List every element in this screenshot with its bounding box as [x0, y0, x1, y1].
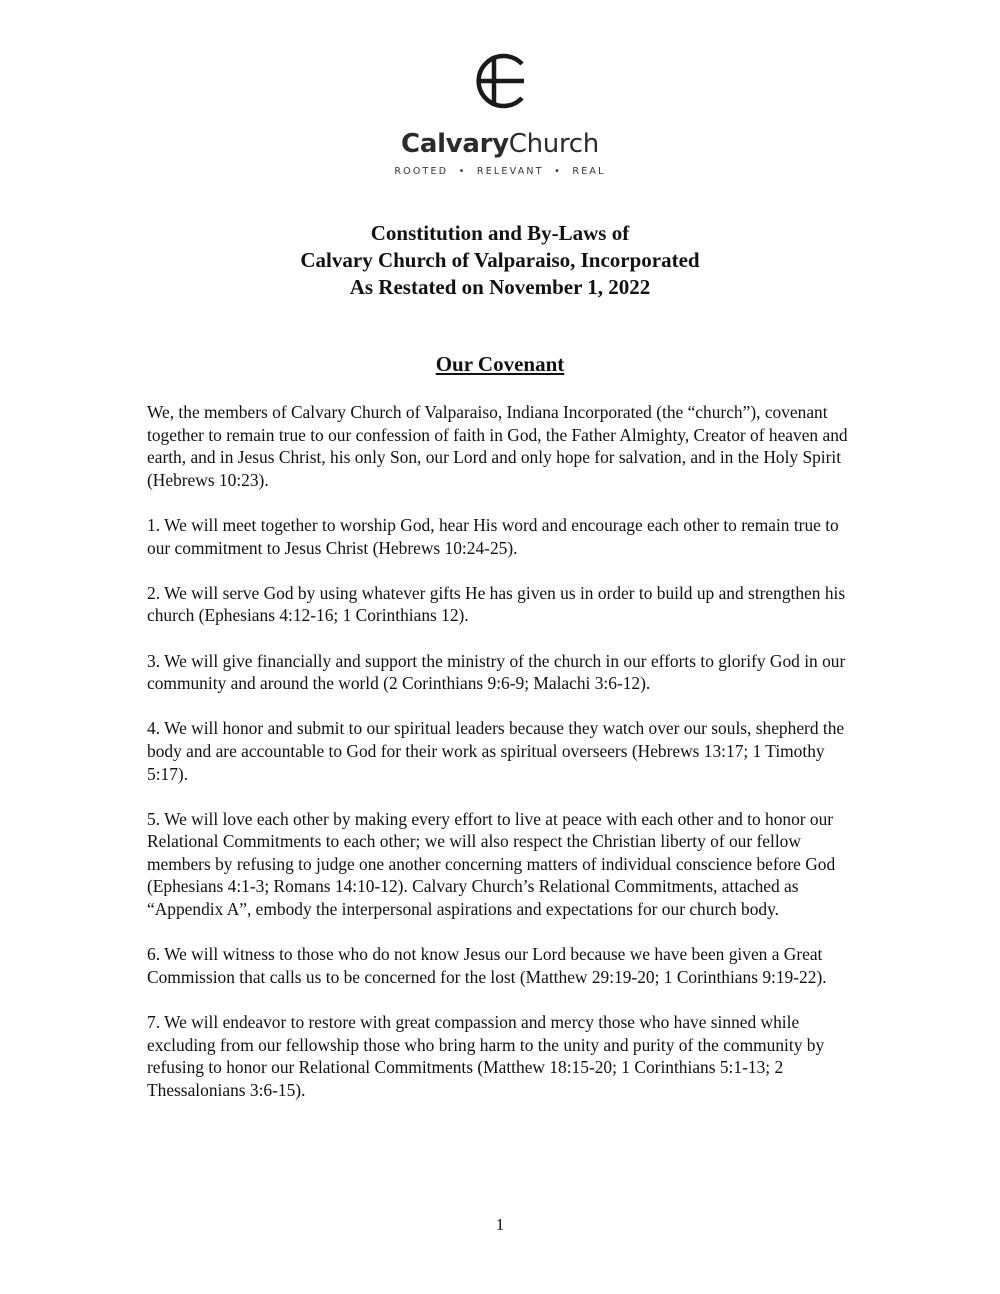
page-number: 1 [495, 1215, 505, 1234]
section-heading: Our Covenant [435, 352, 565, 376]
covenant-intro-paragraph: We, the members of Calvary Church of Valparaiso, Indiana Incorporated (the “church”), covenant together to remain true to our confession of faith in God, the Father Almighty, Creator of heaven and earth, and in Jesus Christ, his only Son, our Lord and only hope for salvation, and in the Holy Spirit (Hebrews 10:23). [147, 402, 848, 490]
covenant-body [147, 401, 859, 1124]
covenant-item-1: 1. We will meet together to worship God, hear His word and encourage each other to remain true to our commitment to Jesus Christ (Hebrews 10:24-25). [147, 514, 839, 558]
covenant-item-3: 3. We will give financially and support the ministry of the church in our efforts to glorify God in our community and around the world (2 Corinthians 9:6-9; Malachi 3:6-12). [147, 650, 846, 694]
title-line-2: Calvary Church of Valparaiso, Incorporated [300, 248, 700, 272]
covenant-item-2: 2. We will serve God by using whatever gifts He has given us in order to build up and strengthen his church (Ephesians 4:12-16; 1 Corinthians 12). [147, 582, 846, 626]
wordmark-regular: Church [508, 129, 599, 159]
covenant-item-4: 4. We will honor and submit to our spiritual leaders because they watch over our souls, shepherd the body and are accountable to God for their work as spiritual overseers (Hebrews 13:17; 1 Timothy 5:17). [147, 718, 845, 784]
church-wordmark [0, 129, 1000, 159]
covenant-item-6: 6. We will witness to those who do not know Jesus our Lord because we have been given a Great Commission that calls us to be concerned for the lost (Matthew 29:19-20; 1 Corinthians 9:19-22). [147, 944, 827, 987]
title-line-3: As Restated on November 1, 2022 [349, 275, 651, 299]
church-tagline: ROOTED • RELEVANT • REAL [394, 166, 606, 177]
wordmark-bold: Calvary [401, 129, 509, 159]
covenant-item-7: 7. We will endeavor to restore with great compassion and mercy those who have sinned while excluding from our fellowship those who bring harm to the unity and purity of the community by refusing to honor our Relational Commitments (Matthew 18:15-20; 1 Corinthians 5:1-13; 2 Thessalonians 3:6-15). [147, 1012, 825, 1100]
title-line-1: Constitution and By-Laws of [370, 221, 630, 245]
document-title [0, 220, 1000, 301]
covenant-item-5: 5. We will love each other by making every effort to live at peace with each other and to honor our Relational Commitments to each other; we will also respect the Christian liberty of our fellow members by refusing to judge one another concerning matters of individual conscience before God (Ephesians 4:1-3; Romans 14:10-12). Calvary Church’s Relational Commitments, attached as “Appendix A”, embody the interpersonal aspirations and expectations for our church body. [147, 808, 836, 920]
calvary-cross-logo-icon [474, 52, 528, 110]
